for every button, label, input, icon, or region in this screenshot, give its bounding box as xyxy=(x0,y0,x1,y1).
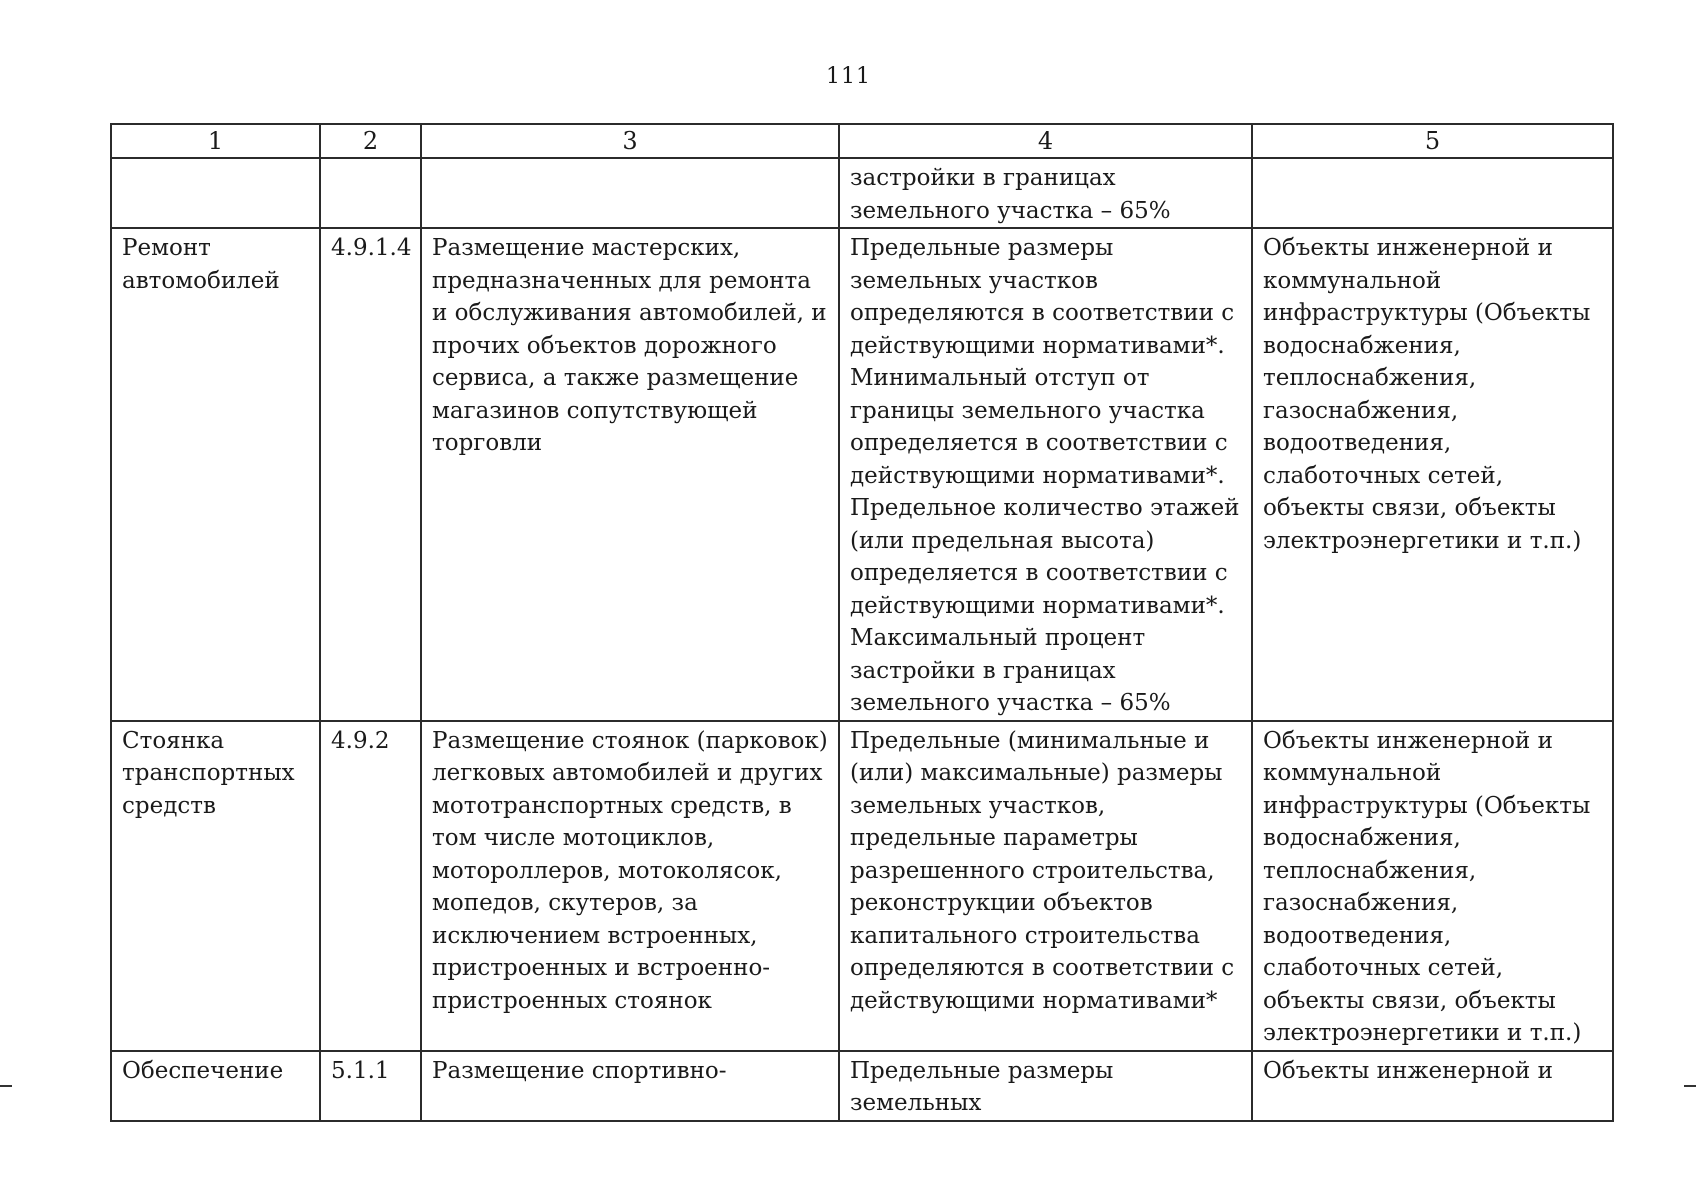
use-description-cell: Размещение спортивно- xyxy=(421,1051,839,1121)
use-description-cell: Размещение мастерских, предназначенных для ремонта и обслуживания автомобилей, и прочих объектов дорожного сервиса, а также размещение магазинов сопутствующей торговли xyxy=(421,228,839,721)
use-code-cell: 4.9.1.4 xyxy=(320,228,421,721)
right-margin-mark xyxy=(1684,1085,1696,1087)
auxiliary-uses-cell xyxy=(1252,158,1613,228)
parameters-cell: Предельные (минимальные и (или) максимальные) размеры земельных участков, предельные параметры разрешенного строительства, реконструкции объектов капитального строительства определяются в соответствии с действующими нормативами* xyxy=(839,721,1252,1051)
use-description-cell xyxy=(421,158,839,228)
table-row xyxy=(111,1051,1613,1121)
parameters-cell: застройки в границах земельного участка – 65% xyxy=(839,158,1252,228)
column-header: 2 xyxy=(320,124,421,158)
parameters-cell: Предельные размеры земельных участков определяются в соответствии с действующими нормативами*. Минимальный отступ от границы земельного участка определяется в соответствии с действующими нормативами*. Предельное количество этажей (или предельная высота) определяется в соответствии с действующими нормативами*. Максимальный процент застройки в границах земельного участка – 65% xyxy=(839,228,1252,721)
column-header: 1 xyxy=(111,124,320,158)
auxiliary-uses-cell: Объекты инженерной и коммунальной инфраструктуры (Объекты водоснабжения, теплоснабжения, газоснабжения, водоотведения, слаботочных сетей, объекты связи, объекты электроэнергетики и т.п.) xyxy=(1252,721,1613,1051)
use-code-cell: 5.1.1 xyxy=(320,1051,421,1121)
use-code-cell xyxy=(320,158,421,228)
use-name-cell: Ремонт автомобилей xyxy=(111,228,320,721)
regulations-table xyxy=(110,123,1614,1122)
page-number: 111 xyxy=(826,64,871,89)
column-header: 5 xyxy=(1252,124,1613,158)
table-row xyxy=(111,158,1613,228)
parameters-cell: Предельные размеры земельных xyxy=(839,1051,1252,1121)
use-name-cell xyxy=(111,158,320,228)
use-name-cell: Обеспечение xyxy=(111,1051,320,1121)
table-row xyxy=(111,228,1613,721)
use-name-cell: Стоянка транспортных средств xyxy=(111,721,320,1051)
table-row xyxy=(111,721,1613,1051)
auxiliary-uses-cell: Объекты инженерной и xyxy=(1252,1051,1613,1121)
column-header: 4 xyxy=(839,124,1252,158)
column-header: 3 xyxy=(421,124,839,158)
left-margin-mark xyxy=(0,1085,12,1087)
auxiliary-uses-cell: Объекты инженерной и коммунальной инфраструктуры (Объекты водоснабжения, теплоснабжения, газоснабжения, водоотведения, слаботочных сетей, объекты связи, объекты электроэнергетики и т.п.) xyxy=(1252,228,1613,721)
use-description-cell: Размещение стоянок (парковок) легковых автомобилей и других мототранспортных средств, в том числе мотоциклов, мотороллеров, мотоколясок, мопедов, скутеров, за исключением встроенных, пристроенных и встроенно-пристроенных стоянок xyxy=(421,721,839,1051)
use-code-cell: 4.9.2 xyxy=(320,721,421,1051)
table-header-row xyxy=(111,124,1613,158)
